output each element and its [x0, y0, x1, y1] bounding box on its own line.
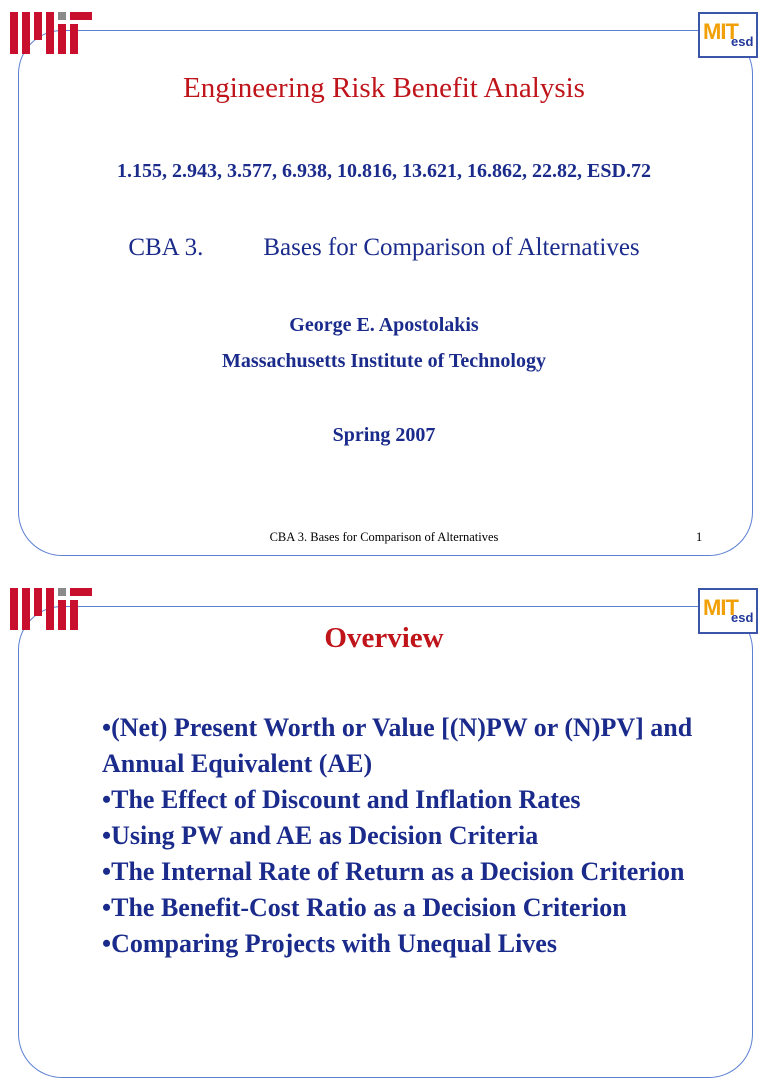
list-item: •Using PW and AE as Decision Criteria	[102, 821, 539, 850]
slide-subtitle	[0, 234, 768, 262]
author-name: George E. Apostolakis	[289, 314, 479, 336]
overview-bullet-list	[102, 710, 702, 962]
page-number: 1	[696, 530, 703, 544]
list-item: •The Internal Rate of Return as a Decision Criterion	[102, 857, 685, 886]
slide-title: Engineering Risk Benefit Analysis	[183, 72, 585, 104]
esd-logo-mit-text: MIT	[703, 595, 738, 620]
esd-logo-mit-text: MIT	[703, 19, 738, 44]
subtitle-text: Bases for Comparison of Alternatives	[263, 234, 640, 261]
institution-name: Massachusetts Institute of Technology	[222, 350, 546, 372]
esd-logo-esd-text: esd	[731, 34, 754, 49]
esd-logo-esd-text: esd	[731, 610, 754, 625]
list-item: •(Net) Present Worth or Value [(N)PW or (N)PV] and Annual Equivalent (AE)	[102, 713, 693, 778]
list-item: •The Benefit-Cost Ratio as a Decision Criterion	[102, 893, 627, 922]
slide-footer: CBA 3. Bases for Comparison of Alternatives	[269, 530, 499, 544]
term-label: Spring 2007	[332, 424, 436, 446]
esd-logo-icon	[698, 12, 758, 58]
overview-title: Overview	[324, 622, 444, 654]
subtitle-number: CBA 3.	[128, 234, 204, 261]
course-numbers: 1.155, 2.943, 3.577, 6.938, 10.816, 13.621, 16.862, 22.82, ESD.72	[117, 160, 651, 182]
slide-2	[0, 576, 768, 1024]
mit-logo-icon	[10, 12, 92, 54]
slide-frame	[18, 30, 753, 556]
list-item: •Comparing Projects with Unequal Lives	[102, 929, 557, 958]
list-item: •The Effect of Discount and Inflation Rates	[102, 785, 581, 814]
